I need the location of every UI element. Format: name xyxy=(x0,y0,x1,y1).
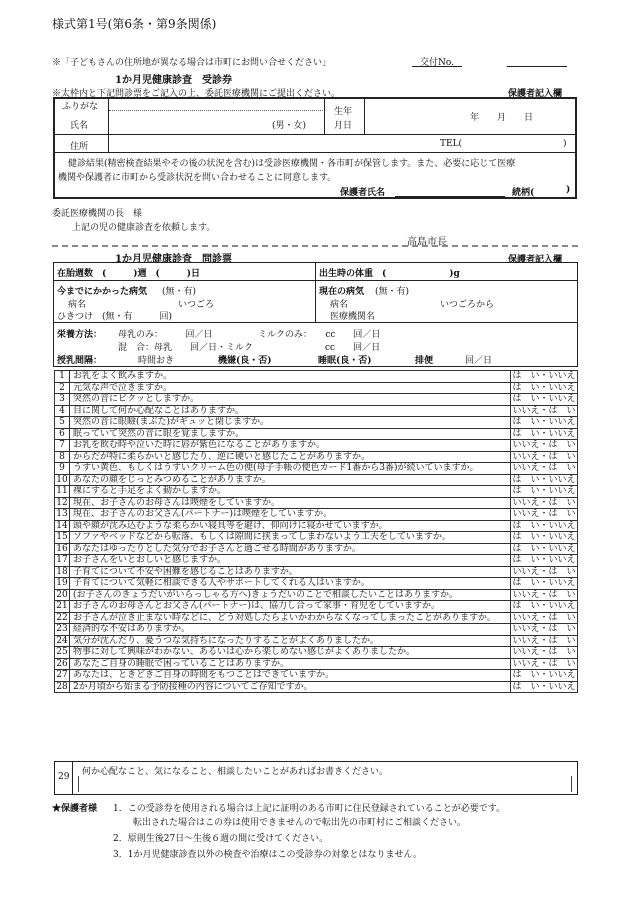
ticket-title: 1か月児健康診査 受診券 xyxy=(115,75,232,86)
feeding-breast[interactable]: 母乳のみ： 回／日 xyxy=(118,330,213,340)
cut-line xyxy=(52,245,578,247)
name-label: 氏名 xyxy=(70,121,89,131)
question-number: 9 xyxy=(55,463,70,475)
question-number: 12 xyxy=(56,497,68,508)
question-row xyxy=(55,658,578,670)
interval-field[interactable]: 時間おき xyxy=(138,356,175,366)
notes-label: ★保護者様 xyxy=(52,804,98,814)
question-answer-choice[interactable]: いいえ・は い xyxy=(512,612,576,623)
question-text: 元気な声で泣きますか。 xyxy=(70,382,511,394)
feeding-label: 栄養方法： xyxy=(57,330,103,340)
question-text: 突然の音に眼瞼(まぶた)がギュッと閉じますか。 xyxy=(70,417,511,429)
furigana-label: ふりがな xyxy=(62,102,99,112)
question-row xyxy=(55,451,578,463)
question-row xyxy=(55,520,578,532)
question-number: 10 xyxy=(56,474,68,485)
questionnaire-title: 1か月児健康診査 問診票 xyxy=(115,254,232,265)
address-note: ※「子どもさんの住所地が異なる場合は市町にお問い合せください」 xyxy=(52,58,332,68)
question-answer-choice[interactable]: は い・いいえ xyxy=(512,681,576,692)
question-row xyxy=(55,497,578,509)
question-number: 5 xyxy=(55,417,70,429)
sleep-field[interactable]: 睡眠(良・否) xyxy=(318,356,372,366)
tel-label: TEL( xyxy=(440,139,463,149)
question-text: あなたの顔をじっとみつめることがありますか。 xyxy=(70,474,511,486)
question-text: 気分が沈んだり、憂うつな気持ちになったりすることがよくありましたか。 xyxy=(70,635,511,647)
question-row xyxy=(55,624,578,636)
q29-number: 29 xyxy=(58,772,70,782)
question-text: あなたご自身の睡眠で困っていることはありますか。 xyxy=(70,658,511,670)
question-number: 26 xyxy=(56,658,68,669)
question-answer-choice[interactable]: は い・いいえ xyxy=(512,394,576,405)
past-illness-label: 今までにかかった病気 xyxy=(57,287,148,297)
question-number: 15 xyxy=(56,532,68,543)
question-text: 物事に対して興味がわかない、あるいは心から楽しめない感じがよくありましたか。 xyxy=(70,647,511,659)
question-table xyxy=(54,370,578,693)
question-row xyxy=(55,486,578,498)
question-row xyxy=(55,635,578,647)
question-row xyxy=(55,417,578,429)
question-number: 19 xyxy=(56,578,68,589)
question-answer-choice[interactable]: は い・いいえ xyxy=(512,520,576,531)
question-number: 22 xyxy=(56,612,68,623)
question-answer-choice[interactable]: いいえ・は い xyxy=(512,509,576,520)
question-number: 28 xyxy=(56,681,68,692)
question-row xyxy=(55,428,578,440)
question-answer-choice[interactable]: は い・いいえ xyxy=(512,578,576,589)
request-text: 上記の児の健康診査を依頼します。 xyxy=(72,223,216,233)
question-text: お子さんが泣き止まない時などに、どう対処したらよいかわからなくなってしまったことがありますか。 xyxy=(70,612,511,624)
question-text: お子さんのお母さんとお父さん(パートナー)は、協力し合って家事・育児をしていますか。 xyxy=(70,601,511,613)
question-text: 子育てについて不安や困難を感じることはありますか。 xyxy=(70,566,511,578)
birth-label-2: 月日 xyxy=(334,121,353,131)
question-row xyxy=(55,509,578,521)
question-row xyxy=(55,566,578,578)
birth-weight-field[interactable]: 出生時の体重 ( )g xyxy=(319,269,460,279)
address-label: 住所 xyxy=(70,142,89,152)
q29-text: 何か心配なこと、気になること、相談したいことがあればお書きください。 xyxy=(82,767,389,777)
question-answer-choice[interactable]: は い・いいえ xyxy=(512,670,576,681)
consent-text-1: 健診結果(精密検査結果やその後の状況を含む)は受診医療機関・各市町が保管します。また、必要に応じて医療 xyxy=(68,159,516,169)
question-answer-choice[interactable]: は い・いいえ xyxy=(512,486,576,497)
question-text: うすい黄色、もしくはうすいクリーム色の便(母子手帳の便色カード1番から3番)が続いていますか。 xyxy=(70,463,511,475)
feeding-mixed-1[interactable]: 混 合：母乳 回／日・ミルク xyxy=(118,343,253,353)
question-number: 3 xyxy=(55,394,70,406)
question-number: 24 xyxy=(56,635,68,646)
current-illness-label: 現在の病気 xyxy=(319,287,365,297)
question-answer-choice[interactable]: は い・いいえ xyxy=(512,532,576,543)
question-answer-choice[interactable]: は い・いいえ xyxy=(512,555,576,566)
receipt-no-field[interactable] xyxy=(507,66,567,67)
question-row xyxy=(55,532,578,544)
question-answer-choice[interactable]: は い・いいえ xyxy=(512,382,576,393)
question-row xyxy=(55,612,578,624)
question-text: 目に関して何か心配なことはありますか。 xyxy=(70,405,511,417)
clinic-label: 医療機関名 xyxy=(330,312,376,322)
question-answer-choice[interactable]: いいえ・は い xyxy=(512,635,576,646)
question-text: お子さんをいとおしいと感じますか。 xyxy=(70,555,511,567)
tel-field[interactable] xyxy=(470,136,560,151)
question-answer-choice[interactable]: は い・いいえ xyxy=(512,601,576,612)
question-text: 突然の音にビクッとしますか。 xyxy=(70,394,511,406)
question-text: 眠っていて突然の音に眼を覚ましますか。 xyxy=(70,428,511,440)
question-row xyxy=(55,647,578,659)
relation-field[interactable] xyxy=(540,183,564,196)
feeding-mixed-2[interactable]: cc 回／日 xyxy=(325,343,381,353)
question-answer-choice[interactable]: いいえ・は い xyxy=(512,451,576,462)
question-answer-choice[interactable]: は い・いいえ xyxy=(512,371,576,382)
question-row xyxy=(55,555,578,567)
question-number: 4 xyxy=(55,405,70,417)
past-illness-options[interactable]: (無・有) xyxy=(162,287,197,297)
question-number: 21 xyxy=(56,601,68,612)
question-text: お乳をよく飲みますか。 xyxy=(70,371,511,383)
question-number: 2 xyxy=(55,382,70,394)
question-text: 経済的な不安はありますか。 xyxy=(70,624,511,636)
question-answer-choice[interactable]: いいえ・は い xyxy=(512,624,576,635)
question-answer-choice[interactable]: いいえ・は い xyxy=(512,440,576,451)
question-answer-choice[interactable]: いいえ・は い xyxy=(512,658,576,669)
mood-field[interactable]: 機嫌(良・否) xyxy=(218,356,272,366)
question-text: ソファやベッドなどから転落、もしくは隙間に挟まってしまわないよう工夫をしていますか。 xyxy=(70,532,511,544)
question-text: からだが特に柔らかいと感じたり、逆に硬いと感じたことがありますか。 xyxy=(70,451,511,463)
mayor: 高島市長 xyxy=(407,237,447,248)
question-row xyxy=(55,371,578,383)
question-text: 現在、お子さんのお父さん(パートナー)は喫煙をしていますか。 xyxy=(70,509,511,521)
gestation-weeks-field[interactable]: 在胎週数 ( )週 ( )日 xyxy=(57,269,201,279)
question-text: 頭や顔が沈み込むような柔らかい寝具等を避け、仰向けに寝かせていますか。 xyxy=(70,520,511,532)
child-name-field[interactable] xyxy=(110,112,270,132)
question-answer-choice[interactable]: いいえ・は い xyxy=(512,497,576,508)
q29-answer-field[interactable] xyxy=(78,776,572,792)
around-label: いつごろ xyxy=(178,300,215,310)
interval-label: 授乳間隔： xyxy=(57,356,103,366)
receipt-no-label: 交付No. xyxy=(420,58,454,68)
question-row xyxy=(55,382,578,394)
question-text: あなたは、ときどきご自身の時間をもつことはできていますか。 xyxy=(70,670,511,682)
addressee: 委託医療機関の長 様 xyxy=(52,209,143,219)
question-row xyxy=(55,543,578,555)
question-number: 17 xyxy=(56,555,68,566)
question-row xyxy=(55,589,578,601)
sex-selector[interactable]: (男・女) xyxy=(272,121,307,131)
question-row xyxy=(55,474,578,486)
question-row xyxy=(55,670,578,682)
guardian-fill-label: 保護者記入欄 xyxy=(508,89,563,99)
disease-name-label-2: 病名 xyxy=(330,300,349,310)
feeding-milk[interactable]: ミルクのみ： cc 回／日 xyxy=(258,330,381,340)
question-row xyxy=(55,601,578,613)
question-number: 8 xyxy=(55,451,70,463)
question-row xyxy=(55,394,578,406)
question-answer-choice[interactable]: いいえ・は い xyxy=(512,589,576,600)
address-field[interactable] xyxy=(110,136,410,151)
question-number: 23 xyxy=(56,624,68,635)
question-number: 13 xyxy=(56,509,68,520)
question-text: (お子さんのきょうだいがいらっしゃる方へ)きょうだいのことで相談したいことはありますか。 xyxy=(70,589,511,601)
question-number: 6 xyxy=(55,428,70,440)
question-answer-choice[interactable]: いいえ・は い xyxy=(512,405,576,416)
stool-label: 排便 xyxy=(415,356,434,366)
question-row xyxy=(55,440,578,452)
guardian-name-field[interactable] xyxy=(395,183,505,196)
note-3: 3．1か月児健康診査以外の検査や治療はこの受診券の対象とはなりません。 xyxy=(113,850,422,860)
question-row xyxy=(55,681,578,693)
question-text: 現在、お子さんのお母さんは喫煙をしていますか。 xyxy=(70,497,511,509)
question-text: 2か月頃から始まる予防接種の内容についてご存知ですか。 xyxy=(70,681,511,693)
question-answer-choice[interactable]: は い・いいえ xyxy=(512,417,576,428)
question-number: 20 xyxy=(56,589,68,600)
question-number: 16 xyxy=(56,543,68,554)
since-label: いつごろから xyxy=(440,300,495,310)
question-text: あなたはゆったりとした気分でお子さんと過ごせる時間がありますか。 xyxy=(70,543,511,555)
note-1: 1．この受診券を使用される場合は上記に証明のある市町に住民登録されていることが必要です。 xyxy=(113,804,506,814)
note-2: 2．原則生後27日～生後６週の間に受けてください。 xyxy=(113,834,329,844)
stool-field[interactable]: 回／日 xyxy=(465,356,493,366)
tel-close: ) xyxy=(563,139,567,149)
question-row xyxy=(55,578,578,590)
question-number: 18 xyxy=(56,566,68,577)
birth-date-field[interactable]: 年 月 日 xyxy=(470,113,534,123)
question-answer-choice[interactable]: いいえ・は い xyxy=(512,647,576,658)
question-row xyxy=(55,405,578,417)
convulsion-field[interactable]: ひきつけ (無・有 回) xyxy=(57,312,173,322)
question-answer-choice[interactable]: は い・いいえ xyxy=(512,474,576,485)
question-row xyxy=(55,463,578,475)
question-answer-choice[interactable]: は い・いいえ xyxy=(512,543,576,554)
birth-label-1: 生年 xyxy=(334,107,353,117)
question-number: 7 xyxy=(55,440,70,452)
guardian-fill-label-2: 保護者記入欄 xyxy=(508,255,563,265)
question-text: お乳を飲む時や泣いた時に唇が紫色になることがありますか。 xyxy=(70,440,511,452)
question-text: 子育てについて気軽に相談できる人やサポートしてくれる人はいますか。 xyxy=(70,578,511,590)
relation-close: ) xyxy=(566,185,571,195)
guardian-name-label: 保護者氏名 xyxy=(340,188,386,198)
question-number: 25 xyxy=(56,647,68,658)
note-1b: 転出された場合はこの券は使用できませんので転出先の市町村にご相談ください。 xyxy=(133,818,467,828)
disease-name-label: 病名 xyxy=(68,300,87,310)
question-number: 1 xyxy=(55,371,70,383)
question-number: 27 xyxy=(56,670,68,681)
consent-text-2: 機関や保護者に市町から受診状況を問い合わせることに同意します。 xyxy=(58,173,337,183)
relation-label: 続柄( xyxy=(512,188,535,198)
current-illness-options[interactable]: (無・有) xyxy=(375,287,410,297)
ticket-instruction: ※太枠内と下記問診票をご記入の上、委託医療機関にご提出ください。 xyxy=(52,89,341,99)
question-answer-choice[interactable]: いいえ・は い xyxy=(512,463,576,474)
question-text: 裸にすると手足をよく動かしますか。 xyxy=(70,486,511,498)
form-id: 様式第1号(第6条・第9条関係) xyxy=(52,17,217,31)
question-number: 11 xyxy=(56,486,68,497)
question-answer-choice[interactable]: いいえ・は い xyxy=(512,566,576,577)
question-number: 14 xyxy=(56,520,68,531)
question-answer-choice[interactable]: は い・いいえ xyxy=(512,428,576,439)
